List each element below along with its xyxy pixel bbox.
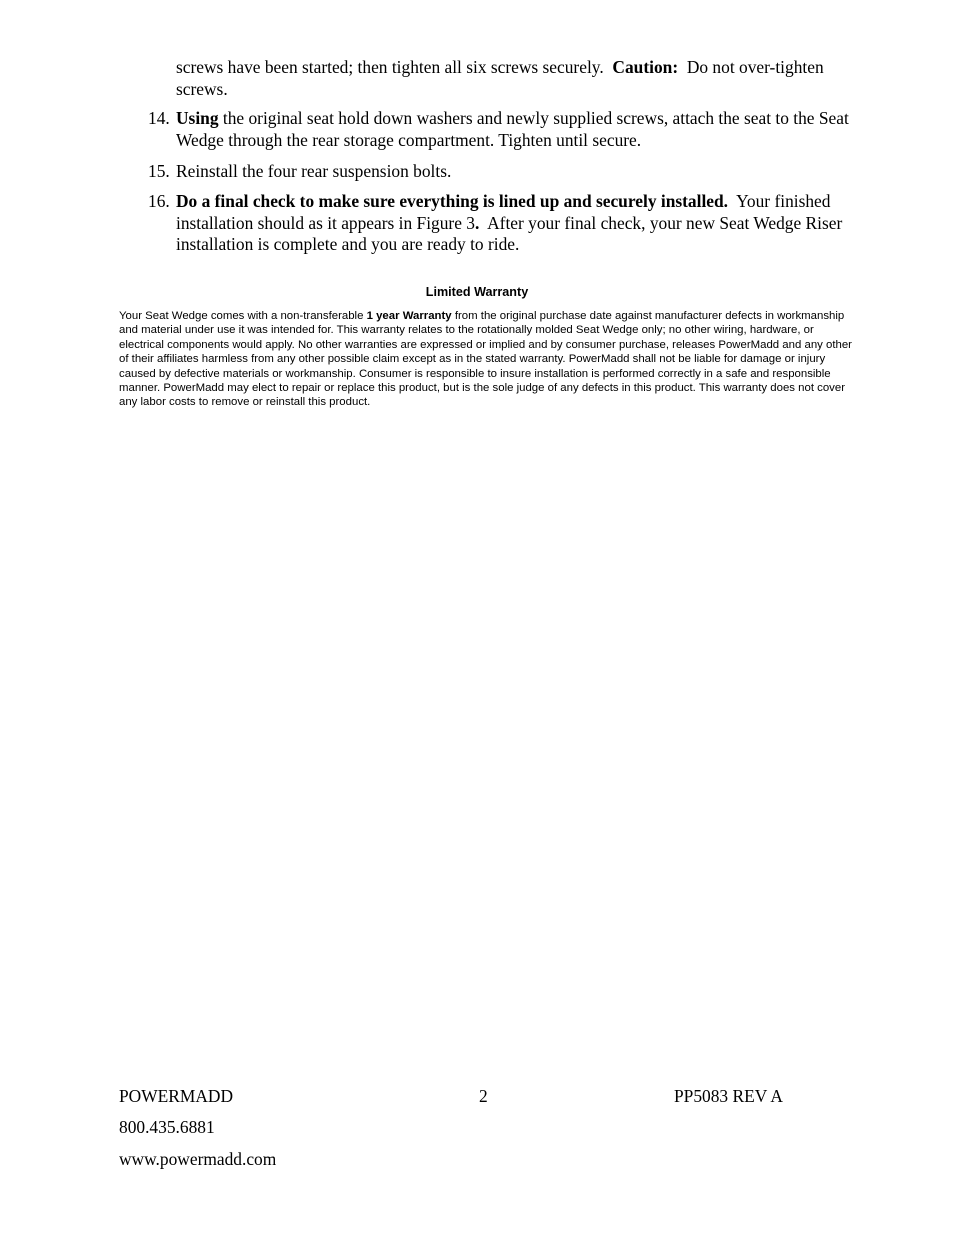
step-text: Reinstall the four rear suspension bolts. [176,161,452,181]
step-text: Your finished installation should as it appears in Figure 3 [176,191,831,233]
warranty-text-body: from the original purchase date against manufacturer defects in workmanship and material under use it was intended for. This warranty relates to the rotationally molded Seat Wedge only; no other wiring, hardware, or electrical components would apply. No other warranties are expressed or implied and by consumer purchase, releases PowerMadd and any other of their affiliates harmless from any other possible claim except as in the stated warranty. PowerMadd shall not be liable for damage or injury caused by defective materials or workmanship. Consumer is responsible to insure installation is performed correctly in a safe and responsible manner. PowerMadd may elect to repair or replace this product, but is the sole judge of any defects in this product. This warranty does not cover any labor costs to remove or reinstall this product. [119,310,852,409]
footer-row [119,1149,839,1173]
step-bold-lead: Do a final check to make sure everything is lined up and securely installed. [176,191,729,211]
footer-row [119,1086,839,1110]
step-16 [148,191,858,256]
footer-doc-code: PP5083 REV A [674,1086,783,1106]
step-number: 14. [148,108,170,128]
step-text-continued: After your final check, your new Seat Wedge Riser installation is complete and you are ready to ride. [176,212,843,254]
step-bold-lead: Using [176,108,219,128]
warranty-text-intro: Your Seat Wedge comes with a non-transferable [119,310,364,322]
step-number: 16. [148,191,170,211]
warranty-text [119,309,859,410]
caution-text: Do not over-tighten screws. [176,57,824,99]
footer-website: www.powermadd.com [119,1149,277,1169]
warranty-heading: Limited Warranty [425,285,529,299]
step-text: the original seat hold down washers and newly supplied screws, attach the seat to the Seat Wedge through the rear storage compartment. Tighten until secure. [176,108,849,150]
caution-label: Caution: [612,57,679,77]
continuation-text: screws have been started; then tighten all six screws securely. [176,57,604,77]
footer-row [119,1117,839,1141]
footer-page-number: 2 [479,1086,488,1106]
step-15 [148,161,858,183]
step-body [176,108,858,151]
step-13-continuation [176,57,856,100]
footer-phone: 800.435.6881 [119,1117,215,1137]
step-body [176,191,858,256]
step-number: 15. [148,161,170,181]
step-bold-period: . [474,212,480,233]
footer-company: POWERMADD [119,1086,234,1106]
warranty-duration: 1 year Warranty [366,310,452,322]
step-14 [148,108,858,151]
step-body [176,161,858,183]
